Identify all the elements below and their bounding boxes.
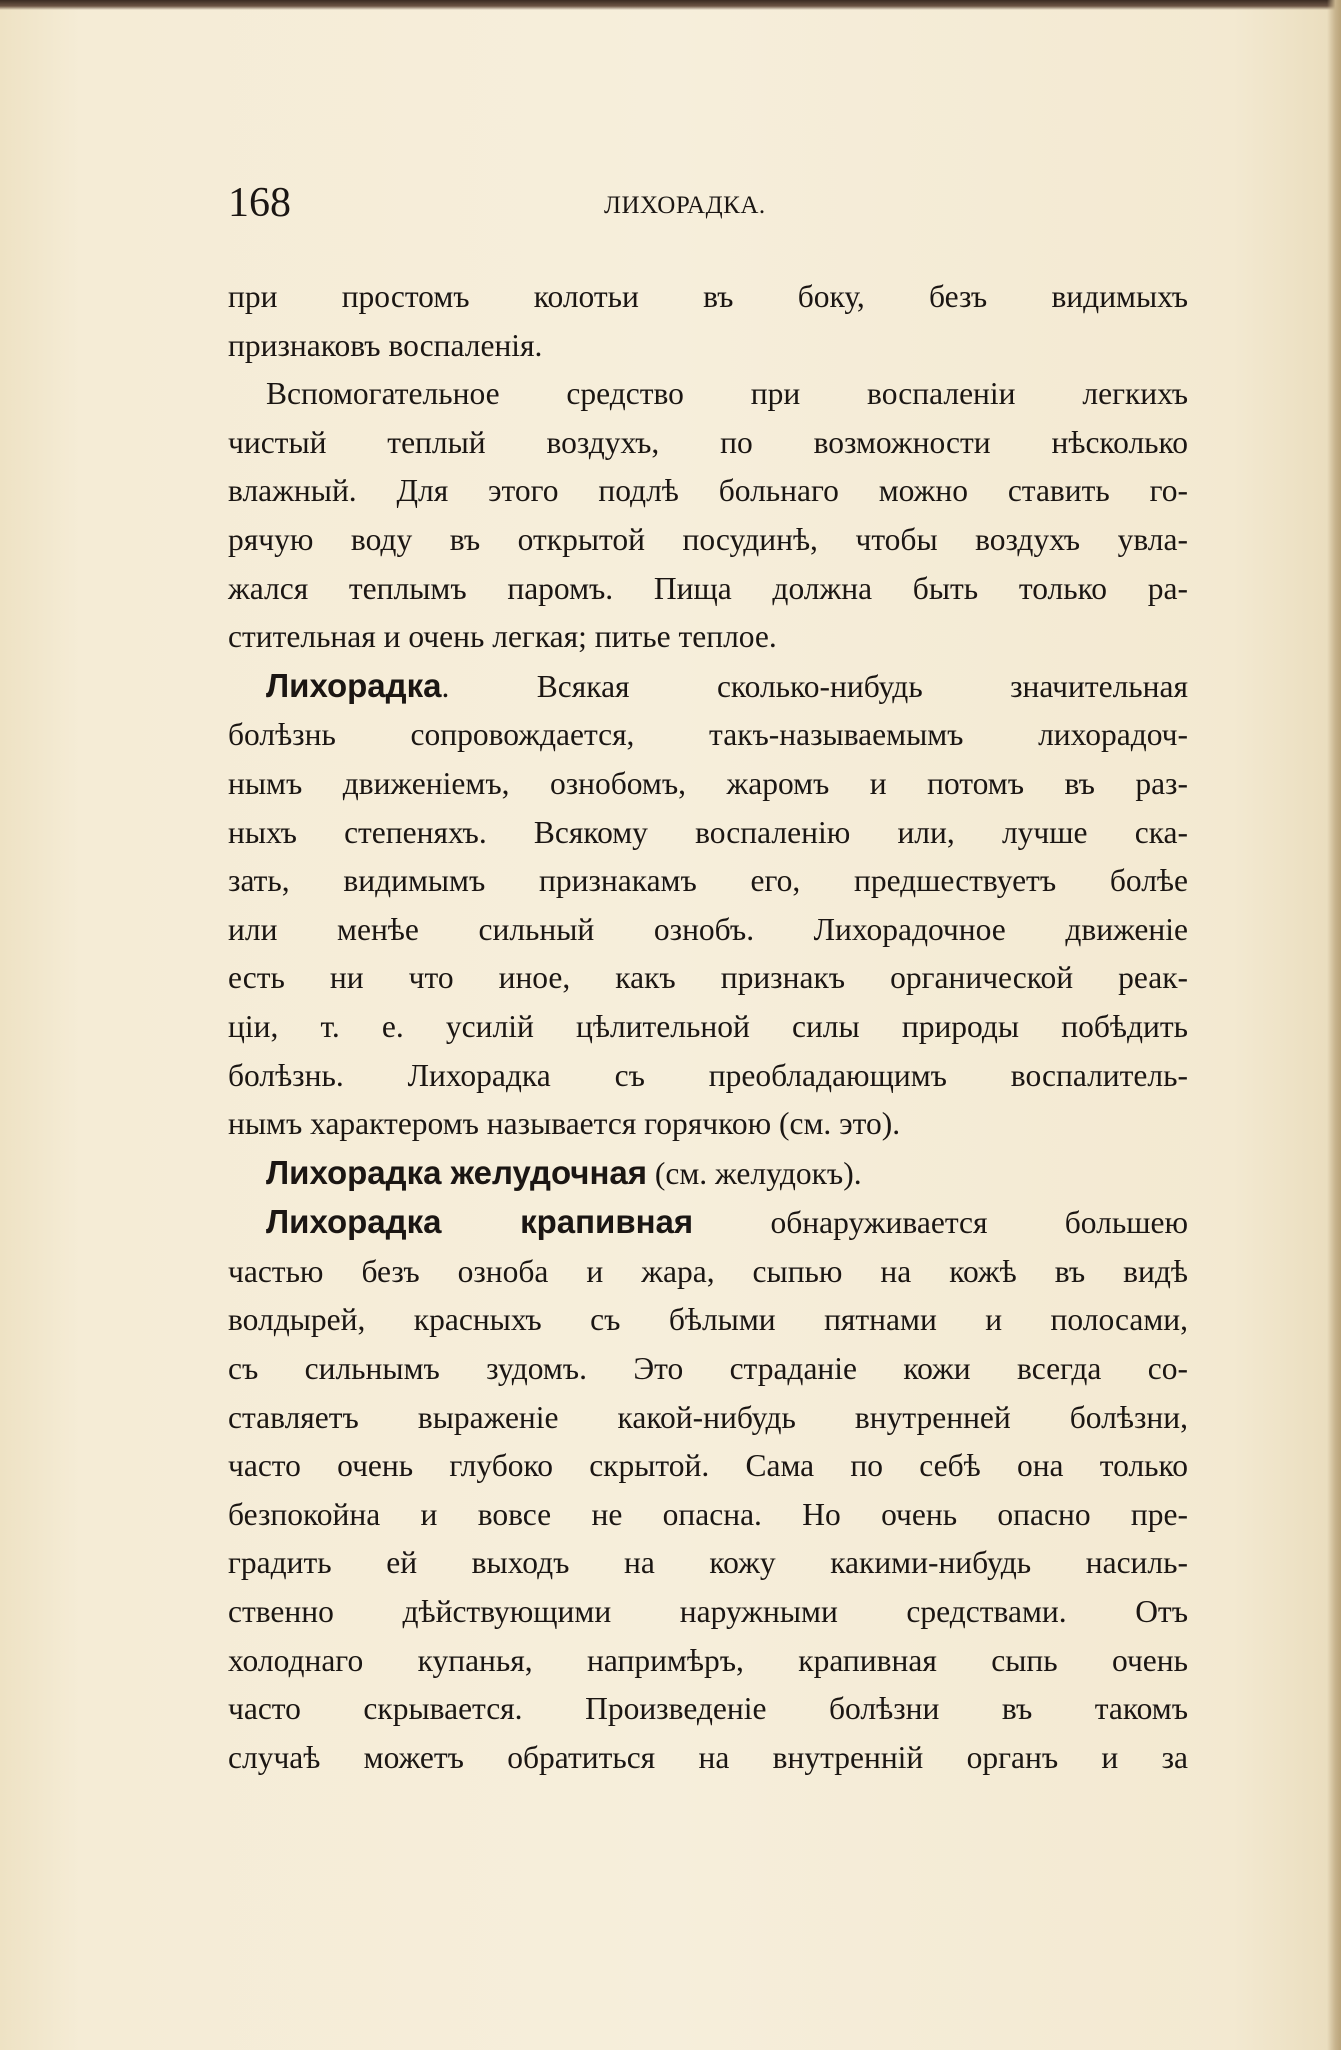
line-text: часто очень глубоко скрытой. Сама по себѣ она только [228, 1448, 1188, 1484]
entry-heading: Лихорадка [266, 666, 442, 704]
text-line [228, 1149, 1188, 1199]
text-line [228, 809, 1188, 858]
line-text: рячую воду въ открытой посудинѣ, чтобы воздухъ увла- [228, 521, 1188, 557]
page-number: 168 [228, 180, 291, 226]
line-text: ціи, т. е. усилій цѣлительной силы природы побѣдить [228, 1008, 1188, 1044]
page-header [228, 178, 1188, 228]
page-top-edge [0, 0, 1341, 10]
page-right-edge [1327, 0, 1341, 2050]
text-line [228, 954, 1188, 1003]
text-line [228, 322, 1188, 371]
text-line [228, 1491, 1188, 1540]
line-text: съ сильнымъ зудомъ. Это страданіе кожи всегда со- [228, 1351, 1188, 1387]
text-line [228, 1637, 1188, 1686]
line-text: (см. желудокъ). [646, 1155, 862, 1191]
text-line [228, 467, 1188, 516]
running-title: ЛИХОРАДКА. [604, 192, 766, 219]
line-text: ставляетъ выраженіе какой-нибудь внутренней болѣзни, [228, 1399, 1188, 1435]
line-text: зать, видимымъ признакамъ его, предшествуетъ болѣе [228, 863, 1188, 899]
line-text: обнаруживается большею [693, 1205, 1189, 1241]
line-text: при простомъ колотьи въ боку, безъ видимыхъ [228, 279, 1188, 314]
text-line [228, 1588, 1188, 1637]
line-text: есть ни что иное, какъ признакъ органической реак- [228, 960, 1188, 996]
line-text: стительная и очень легкая; питье теплое. [228, 619, 777, 655]
line-text: холоднаго купанья, напримѣръ, крапивная сыпь очень [228, 1642, 1188, 1678]
text-line [228, 516, 1188, 565]
line-text: безпокойна и вовсе не опасна. Но очень опасно пре- [228, 1496, 1188, 1532]
entry-gastric-fever [228, 1149, 1188, 1199]
line-text: ныхъ степеняхъ. Всякому воспаленію или, лучше ска- [228, 814, 1188, 850]
line-text: нымъ движеніемъ, ознобомъ, жаромъ и потомъ въ раз- [228, 765, 1188, 801]
text-line [228, 1003, 1188, 1052]
text-line [228, 662, 1188, 712]
text-line [228, 711, 1188, 760]
line-text: случаѣ можетъ обратиться на внутренній органъ и за [228, 1739, 1188, 1775]
text-line [228, 565, 1188, 614]
text-line [228, 613, 1188, 662]
text-line [228, 1198, 1188, 1248]
line-text: градить ей выходъ на кожу какими-нибудь насиль- [228, 1545, 1188, 1581]
text-line [228, 1685, 1188, 1734]
entry-heading: Лихорадка крапивная [266, 1203, 694, 1241]
line-text: жался теплымъ паромъ. Пища должна быть только ра- [228, 570, 1188, 606]
text-line [228, 1052, 1188, 1101]
text-line [228, 419, 1188, 468]
line-text: нымъ характеромъ называется горячкою (см. это). [228, 1106, 901, 1142]
line-text: или менѣе сильный ознобъ. Лихорадочное движеніе [228, 911, 1188, 947]
text-line [228, 273, 1188, 322]
text-line [228, 1394, 1188, 1443]
text-line [228, 1296, 1188, 1345]
text-line [228, 906, 1188, 955]
text-line [228, 1734, 1188, 1783]
line-text: ственно дѣйствующими наружными средствами. Отъ [228, 1594, 1188, 1630]
text-line [228, 370, 1188, 419]
line-text: влажный. Для этого подлѣ больнаго можно ставить го- [228, 473, 1188, 509]
entry-heading: Лихорадка желудочная [266, 1153, 647, 1191]
text-line [228, 1100, 1188, 1149]
line-text: чистый теплый воздухъ, по возможности нѣсколько [228, 424, 1188, 460]
text-line [228, 1345, 1188, 1394]
line-text: часто скрывается. Произведеніе болѣзни въ такомъ [228, 1691, 1188, 1727]
text-line [228, 857, 1188, 906]
line-text: Вспомогательное средство при воспаленіи легкихъ [266, 376, 1188, 412]
line-text: болѣзнь. Лихорадка съ преобладающимъ воспалитель- [228, 1057, 1188, 1093]
line-text: признаковъ воспаленія. [228, 327, 543, 363]
paragraph-continuation [228, 273, 1188, 370]
entry-nettle-fever [228, 1198, 1188, 1782]
line-text: . Всякая сколько-нибудь значительная [441, 668, 1188, 704]
line-text: волдырей, красныхъ съ бѣлыми пятнами и полосами, [228, 1302, 1188, 1338]
text-line [228, 760, 1188, 809]
entry-fever [228, 662, 1188, 1149]
text-line [228, 1539, 1188, 1588]
line-text: частью безъ озноба и жара, сыпью на кожѣ въ видѣ [228, 1253, 1188, 1289]
text-line [228, 1442, 1188, 1491]
body-text [228, 273, 1188, 1782]
paragraph-auxiliary-remedy [228, 370, 1188, 662]
text-line [228, 1248, 1188, 1297]
line-text: болѣзнь сопровождается, такъ-называемымъ лихорадоч- [228, 717, 1188, 753]
